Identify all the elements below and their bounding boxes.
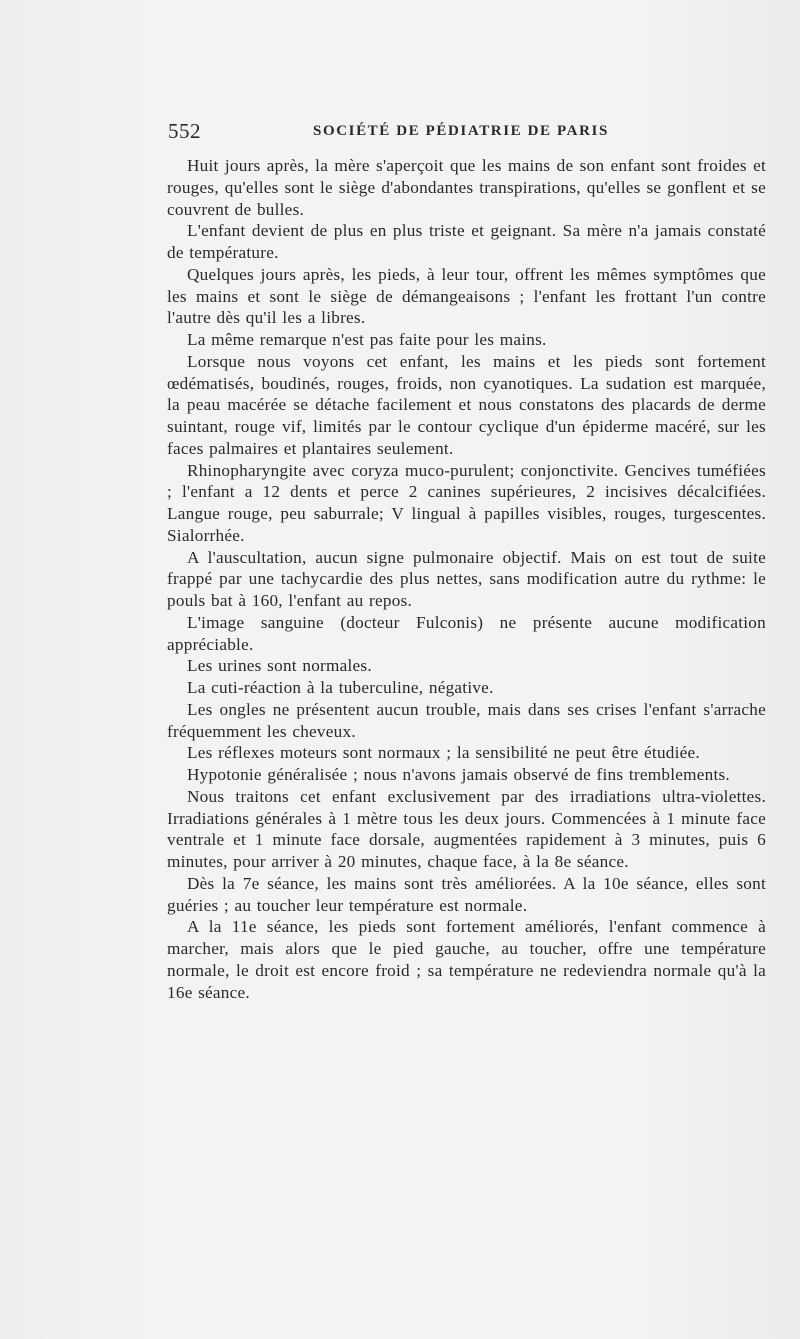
paragraph: Lorsque nous voyons cet enfant, les mains et les pieds sont fortement œdématisés, boudinés, rouges, froids, non cyanotiques. La sudation est marquée, la peau macérée se détache facilement et nous constatons des placards de derme suintant, rouge vif, limités par le contour cyclique d'un épiderme macéré, sur les faces palmaires et plantaires seulement. (167, 351, 766, 458)
paragraph: La cuti-réaction à la tuberculine, négative. (187, 678, 494, 697)
page-number: 552 (168, 119, 201, 143)
paragraph: A la 11e séance, les pieds sont fortement améliorés, l'enfant commence à marcher, mais alors que le pied gauche, au toucher, offre une température normale, le droit est encore froid ; sa température ne redeviendra normale qu'à la 16e séance. (167, 917, 766, 1002)
running-title: SOCIÉTÉ DE PÉDIATRIE DE PARIS (313, 123, 609, 139)
paragraph: A l'auscultation, aucun signe pulmonaire objectif. Mais on est tout de suite frappé par une tachycardie des plus nettes, sans modification autre du rythme: le pouls bat à 160, l'enfant au repos. (167, 547, 766, 610)
body-text (167, 155, 766, 1003)
paragraph: Les ongles ne présentent aucun trouble, mais dans ses crises l'enfant s'arrache fréquemment les cheveux. (167, 699, 766, 741)
paragraph: Huit jours après, la mère s'aperçoit que les mains de son enfant sont froides et rouges, qu'elles sont le siège d'abondantes transpirations, qu'elles se gonflent et se couvrent de bulles. (167, 156, 766, 219)
paragraph: Les réflexes moteurs sont normaux ; la sensibilité ne peut être étudiée. (187, 743, 700, 763)
paragraph: Dès la 7e séance, les mains sont très améliorées. A la 10e séance, elles sont guéries ; au toucher leur température est normale. (167, 873, 766, 915)
paragraph: Rhinopharyngite avec coryza muco-purulent; conjonctivite. Gencives tuméfiées ; l'enfant a 12 dents et perce 2 canines supérieures, 2 incisives décalcifiées. Langue rouge, peu saburrale; V lingual à papilles visibles, rouges, turgescentes. Sialorrhée. (167, 460, 766, 545)
paragraph: Hypotonie généralisée ; nous n'avons jamais observé de fins tremblements. (187, 765, 730, 784)
paragraph: L'image sanguine (docteur Fulconis) ne présente aucune modification appréciable. (167, 612, 766, 654)
paragraph: Nous traitons cet enfant exclusivement par des irradiations ultra-violettes. Irradiations générales à 1 mètre tous les deux jours. Commencées à 1 minute face ventrale et 1 minute face dorsale, augmentées rapidement à 3 minutes, puis 6 minutes, pour arriver à 20 minutes, chaque face, à la 8e séance. (167, 786, 766, 871)
page-header (168, 119, 760, 147)
paragraph: L'enfant devient de plus en plus triste et geignant. Sa mère n'a jamais constaté de température. (167, 221, 766, 262)
paragraph: Quelques jours après, les pieds, à leur tour, offrent les mêmes symptômes que les mains et sont le siège de démangeaisons ; l'enfant les frottant l'un contre l'autre dès qu'il les a libres. (167, 264, 766, 328)
paragraph: La même remarque n'est pas faite pour les mains. (187, 330, 547, 349)
paragraph: Les urines sont normales. (187, 656, 372, 676)
